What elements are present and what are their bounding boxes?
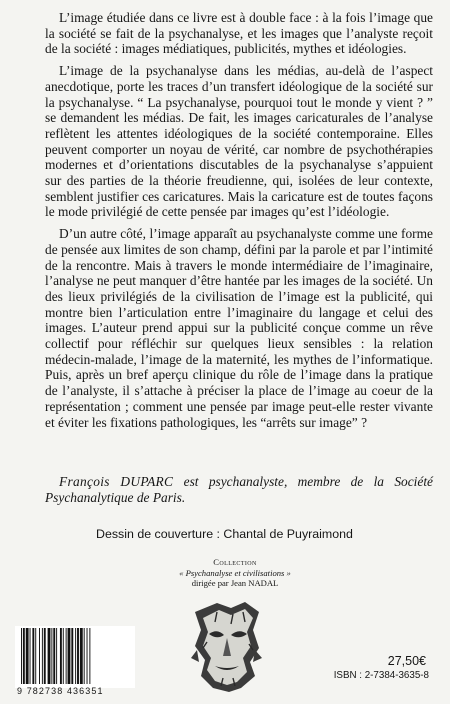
isbn: ISBN : 2-7384-3635-8 [333, 670, 429, 681]
barcode-bar [44, 628, 46, 684]
barcode-bar [39, 628, 40, 684]
collection-label: Collection [213, 557, 257, 567]
barcode-bar [60, 628, 62, 684]
author-note [45, 474, 433, 505]
barcode-bar [80, 628, 83, 684]
cover-credit: Dessin de couverture : Chantal de Puyraimond [96, 527, 353, 541]
barcode-bar [75, 628, 76, 684]
collection-title: « Psychanalyse et civilisations » [179, 567, 291, 578]
price: 27,50€ [387, 654, 426, 668]
publisher-mask-logo [187, 600, 265, 694]
author-bio: est psychanalyste, membre de la Société Psychanalytique de Paris. [45, 474, 433, 505]
barcode-bar [32, 628, 34, 684]
barcode-bar [42, 628, 43, 684]
barcode-bar [84, 628, 85, 684]
barcode-bar [53, 628, 55, 684]
barcode-bar [66, 628, 67, 684]
blurb-paragraph-3: D’un autre côté, l’image apparaît au psychanalyste comme une forme de pensée aux limites de son champ, défini par la parole et par l’intimité de la rencontre. Mais à travers le monde intermédiaire de l’imaginaire, l’analyse ne peut manquer d’être hantée par les images de la société. Un des lieux privilégiés de la civilisation de l’image est la publicité, qui montre bien l’articulation entre l’imaginaire du langage et celui des images. L’auteur prend appui sur la publicité conçue comme un rêve collectif pour réfléchir sur quelques lieux sensibles : la relation médecin-malade, l’image de la maternité, les mythes de l’informatique. Puis, après un bref aperçu clinique du rôle de l’image dans la pratique de l’analyste, il s’attache à préciser la place de l’image au coeur de la représentation ; comment une pensée par image peut-elle rester vivante et éviter les fixations pathologiques, les “arrêts sur image” ? [45, 226, 433, 430]
barcode-bar [89, 628, 90, 684]
blurb-text [45, 10, 433, 436]
barcode-bar [63, 628, 64, 684]
author-name: François DUPARC [59, 474, 174, 489]
blurb-paragraph-2: L’image de la psychanalyse dans les médias, au-delà de l’aspect anecdotique, porte les traces d’un transfert idéologique de la société sur la psychanalyse. “ La psychanalyse, pourquoi tout le monde y vient ? ” se demandent les médias. De fait, les images caricaturales de l’analyse reflètent les attentes idéologiques de la société contemporaine. Elles peuvent comporter un noyau de vérité, car nombre de psychothérapies modernes et d’orientations discutables de la psychanalyse s’appuient sur des parties de la théorie freudienne, qui, isolées de leur contexte, semblent justifier ces caricatures. Mais la caricature est de toutes façons le mode privilégié de cette pensée par images qu’est l’idéologie. [45, 63, 433, 220]
barcode-bar [71, 628, 73, 684]
barcode-bar [35, 628, 36, 684]
barcode-number: 9 782738 436351 [17, 686, 104, 696]
barcode-bar [51, 628, 52, 684]
barcode-bar [30, 628, 31, 684]
barcode-bar [26, 628, 29, 684]
collection-info [150, 557, 320, 589]
barcode [15, 626, 135, 688]
barcode-bar [68, 628, 71, 684]
barcode-bar [21, 628, 22, 684]
collection-director: dirigée par Jean NADAL [191, 578, 279, 589]
blurb-paragraph-1: L’image étudiée dans ce livre est à double face : à la fois l’image que la société se fait de la psychanalyse, et les images que l’analyste reçoit de la société : images médiatiques, publicités, mythes et idéologies. [45, 10, 433, 57]
barcode-bar [87, 628, 88, 684]
barcode-bar [23, 628, 25, 684]
barcode-bar [77, 628, 79, 684]
barcode-bar [48, 628, 51, 684]
barcode-bar [56, 628, 57, 684]
